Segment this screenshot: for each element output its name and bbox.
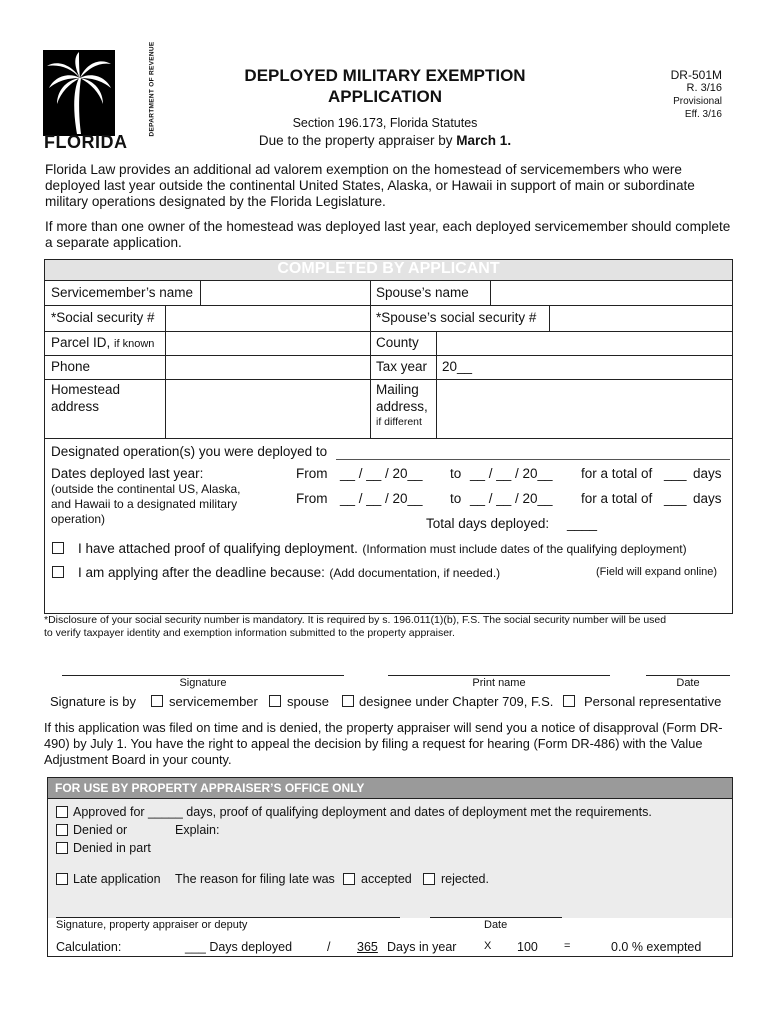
to-date-2[interactable]: __ / __ / 20__ bbox=[470, 491, 553, 506]
outside-us-note-1: (outside the continental US, Alaska, bbox=[51, 482, 241, 496]
spouse-name-input[interactable] bbox=[491, 282, 731, 304]
due-date-line bbox=[230, 133, 540, 148]
mailing-address-input[interactable] bbox=[437, 380, 731, 437]
palm-tree-icon bbox=[43, 50, 115, 136]
office-use-title: FOR USE BY PROPERTY APPRAISER’S OFFICE ONLY bbox=[55, 781, 365, 795]
homestead-address-label-2: address bbox=[51, 399, 100, 414]
accepted-label: accepted bbox=[361, 872, 412, 886]
homestead-address-input[interactable] bbox=[166, 380, 369, 437]
rejected-checkbox[interactable] bbox=[423, 873, 435, 885]
date-label: Date bbox=[676, 677, 700, 689]
form-provisional: Provisional bbox=[673, 96, 722, 107]
servicemember-name-label: Servicemember’s name bbox=[51, 285, 194, 300]
florida-wordmark: FLORIDA bbox=[44, 132, 128, 152]
approved-label: Approved for _____ days, proof of qualifying deployment and dates of deployment met the requirements. bbox=[73, 805, 652, 819]
reason-late-label: The reason for filing late was bbox=[175, 872, 335, 886]
from-date-1[interactable]: __ / __ / 20__ bbox=[340, 466, 423, 481]
ssn-input[interactable] bbox=[166, 306, 369, 330]
spouse-checkbox[interactable] bbox=[269, 695, 281, 707]
homestead-address-label-1: Homestead bbox=[51, 382, 121, 397]
late-applying-checkbox[interactable] bbox=[52, 566, 64, 578]
form-title-line1: DEPLOYED MILITARY EXEMPTION bbox=[244, 66, 526, 85]
personal-representative-checkbox[interactable] bbox=[563, 695, 575, 707]
days-in-year-number[interactable]: 365 bbox=[357, 940, 378, 954]
deputy-signature-label: Signature, property appraiser or deputy bbox=[56, 919, 248, 931]
dates-deployed-label: Dates deployed last year: bbox=[51, 466, 204, 481]
form-title-line2: APPLICATION bbox=[328, 87, 442, 106]
spouse-name-label: Spouse’s name bbox=[376, 285, 469, 300]
intro-paragraph-2: If more than one owner of the homestead was deployed last year, each deployed servicemember should complete a separate application. bbox=[45, 219, 731, 250]
parcel-id-input[interactable] bbox=[166, 332, 369, 354]
denial-notice-2: 490) by July 1. You have the right to appeal the decision by filing a request for hearing (Form DR-486) with the Value bbox=[44, 736, 703, 751]
attached-proof-checkbox[interactable] bbox=[52, 542, 64, 554]
to-label-2: to bbox=[450, 491, 462, 506]
days-in-year-label: Days in year bbox=[387, 940, 457, 954]
spouse-option: spouse bbox=[287, 694, 329, 709]
department-of-revenue-text: DEPARTMENT OF REVENUE bbox=[148, 41, 156, 137]
late-reason-input[interactable] bbox=[78, 582, 728, 610]
denial-notice-3: Adjustment Board in your county. bbox=[44, 752, 232, 767]
mailing-address-label-3: if different bbox=[376, 416, 422, 428]
explain-label: Explain: bbox=[175, 823, 220, 837]
attached-proof-line: I have attached proof of qualifying deployment. (Information must include dates of the qualifying deployment) bbox=[78, 541, 687, 556]
denied-in-part-checkbox[interactable] bbox=[56, 842, 68, 854]
late-applying-line: I am applying after the deadline because: (Add documentation, if needed.) bbox=[78, 565, 501, 580]
multiply-symbol: X bbox=[484, 940, 492, 952]
spouse-ssn-label: *Spouse’s social security # bbox=[376, 310, 537, 325]
ssn-disclosure-1: *Disclosure of your social security number is mandatory. It is required by s. 196.011(1)(b), F.S. The social security number will be used bbox=[44, 614, 667, 626]
to-date-1[interactable]: __ / __ / 20__ bbox=[470, 466, 553, 481]
parcel-id-label: Parcel ID, if known bbox=[51, 335, 155, 350]
accepted-checkbox[interactable] bbox=[343, 873, 355, 885]
from-label-2: From bbox=[296, 491, 328, 506]
phone-input[interactable] bbox=[166, 356, 369, 378]
denied-in-part-label: Denied in part bbox=[73, 841, 151, 855]
from-date-2[interactable]: __ / __ / 20__ bbox=[340, 491, 423, 506]
tax-year-label: Tax year bbox=[376, 359, 428, 374]
field-expand-note: (Field will expand online) bbox=[596, 566, 718, 578]
days-label-1: days bbox=[693, 466, 722, 481]
form-effective: Eff. 3/16 bbox=[684, 109, 722, 120]
total-days-deployed-input[interactable]: ____ bbox=[567, 516, 598, 531]
office-date-label: Date bbox=[484, 919, 508, 931]
designated-operations-input[interactable] bbox=[336, 459, 730, 460]
equals-symbol: = bbox=[564, 940, 571, 952]
days-label-2: days bbox=[693, 491, 722, 506]
denied-or-label: Denied or bbox=[73, 823, 128, 837]
denial-notice-1: If this application was filed on time and is denied, the property appraiser will send you a notice of disapproval (Form DR- bbox=[44, 720, 723, 735]
signature-is-by-label: Signature is by bbox=[50, 694, 136, 709]
outside-us-note-2: and Hawaii to a designated military bbox=[51, 497, 238, 511]
mailing-address-label-1: Mailing bbox=[376, 382, 419, 397]
to-label-1: to bbox=[450, 466, 462, 481]
due-date-prefix: Due to the property appraiser by bbox=[258, 133, 453, 148]
hundred-value: 100 bbox=[517, 940, 538, 954]
personal-representative-option: Personal representative bbox=[584, 694, 722, 709]
servicemember-option: servicemember bbox=[169, 694, 258, 709]
ssn-label: *Social security # bbox=[51, 310, 155, 325]
print-name-label: Print name bbox=[472, 677, 526, 689]
form-revision: R. 3/16 bbox=[686, 82, 722, 94]
designated-operations-label: Designated operation(s) you were deployed to bbox=[51, 444, 328, 459]
servicemember-name-input[interactable] bbox=[201, 282, 369, 304]
tax-year-input[interactable]: 20__ bbox=[442, 359, 473, 374]
applicant-section-title: COMPLETED BY APPLICANT bbox=[277, 260, 500, 277]
mailing-address-label-2: address, bbox=[376, 399, 428, 414]
date-input[interactable] bbox=[646, 675, 730, 676]
from-label-1: From bbox=[296, 466, 328, 481]
form-number: DR-501M bbox=[670, 68, 722, 82]
signature-input[interactable] bbox=[62, 675, 344, 676]
percent-exempted[interactable]: 0.0 % exempted bbox=[611, 940, 702, 954]
ssn-disclosure-2: to verify taxpayer identity and exemption information submitted to the property appraiser. bbox=[44, 627, 455, 639]
due-date-value: March 1. bbox=[456, 133, 512, 148]
servicemember-checkbox[interactable] bbox=[151, 695, 163, 707]
rejected-label: rejected. bbox=[441, 872, 489, 886]
signature-label: Signature bbox=[179, 677, 227, 689]
late-application-checkbox[interactable] bbox=[56, 873, 68, 885]
total-of-label-1: for a total of bbox=[581, 466, 653, 481]
designee-checkbox[interactable] bbox=[342, 695, 354, 707]
spouse-ssn-input[interactable] bbox=[550, 306, 731, 330]
denied-checkbox[interactable] bbox=[56, 824, 68, 836]
divide-symbol: / bbox=[327, 940, 331, 954]
county-input[interactable] bbox=[437, 332, 731, 354]
outside-us-note-3: operation) bbox=[51, 512, 106, 526]
total-days-input-2[interactable]: ___ bbox=[664, 491, 687, 506]
late-application-label: Late application bbox=[73, 872, 161, 886]
total-days-input-1[interactable]: ___ bbox=[664, 466, 687, 481]
phone-label: Phone bbox=[51, 359, 91, 374]
total-days-deployed-label: Total days deployed: bbox=[426, 516, 550, 531]
county-label: County bbox=[376, 335, 419, 350]
statute-reference: Section 196.173, Florida Statutes bbox=[292, 116, 478, 130]
intro-paragraph-1: Florida Law provides an additional ad valorem exemption on the homestead of servicemembers who were deployed last year outside the continental United States, Alaska, or Hawaii in support of main or subordinate military operations designated by the Florida Legislature. bbox=[45, 162, 695, 209]
print-name-input[interactable] bbox=[388, 675, 610, 676]
designee-option: designee under Chapter 709, F.S. bbox=[359, 694, 554, 709]
calculation-label: Calculation: bbox=[56, 940, 122, 954]
approved-checkbox[interactable] bbox=[56, 806, 68, 818]
days-deployed-calc[interactable]: ___ Days deployed bbox=[185, 940, 293, 954]
total-of-label-2: for a total of bbox=[581, 491, 653, 506]
